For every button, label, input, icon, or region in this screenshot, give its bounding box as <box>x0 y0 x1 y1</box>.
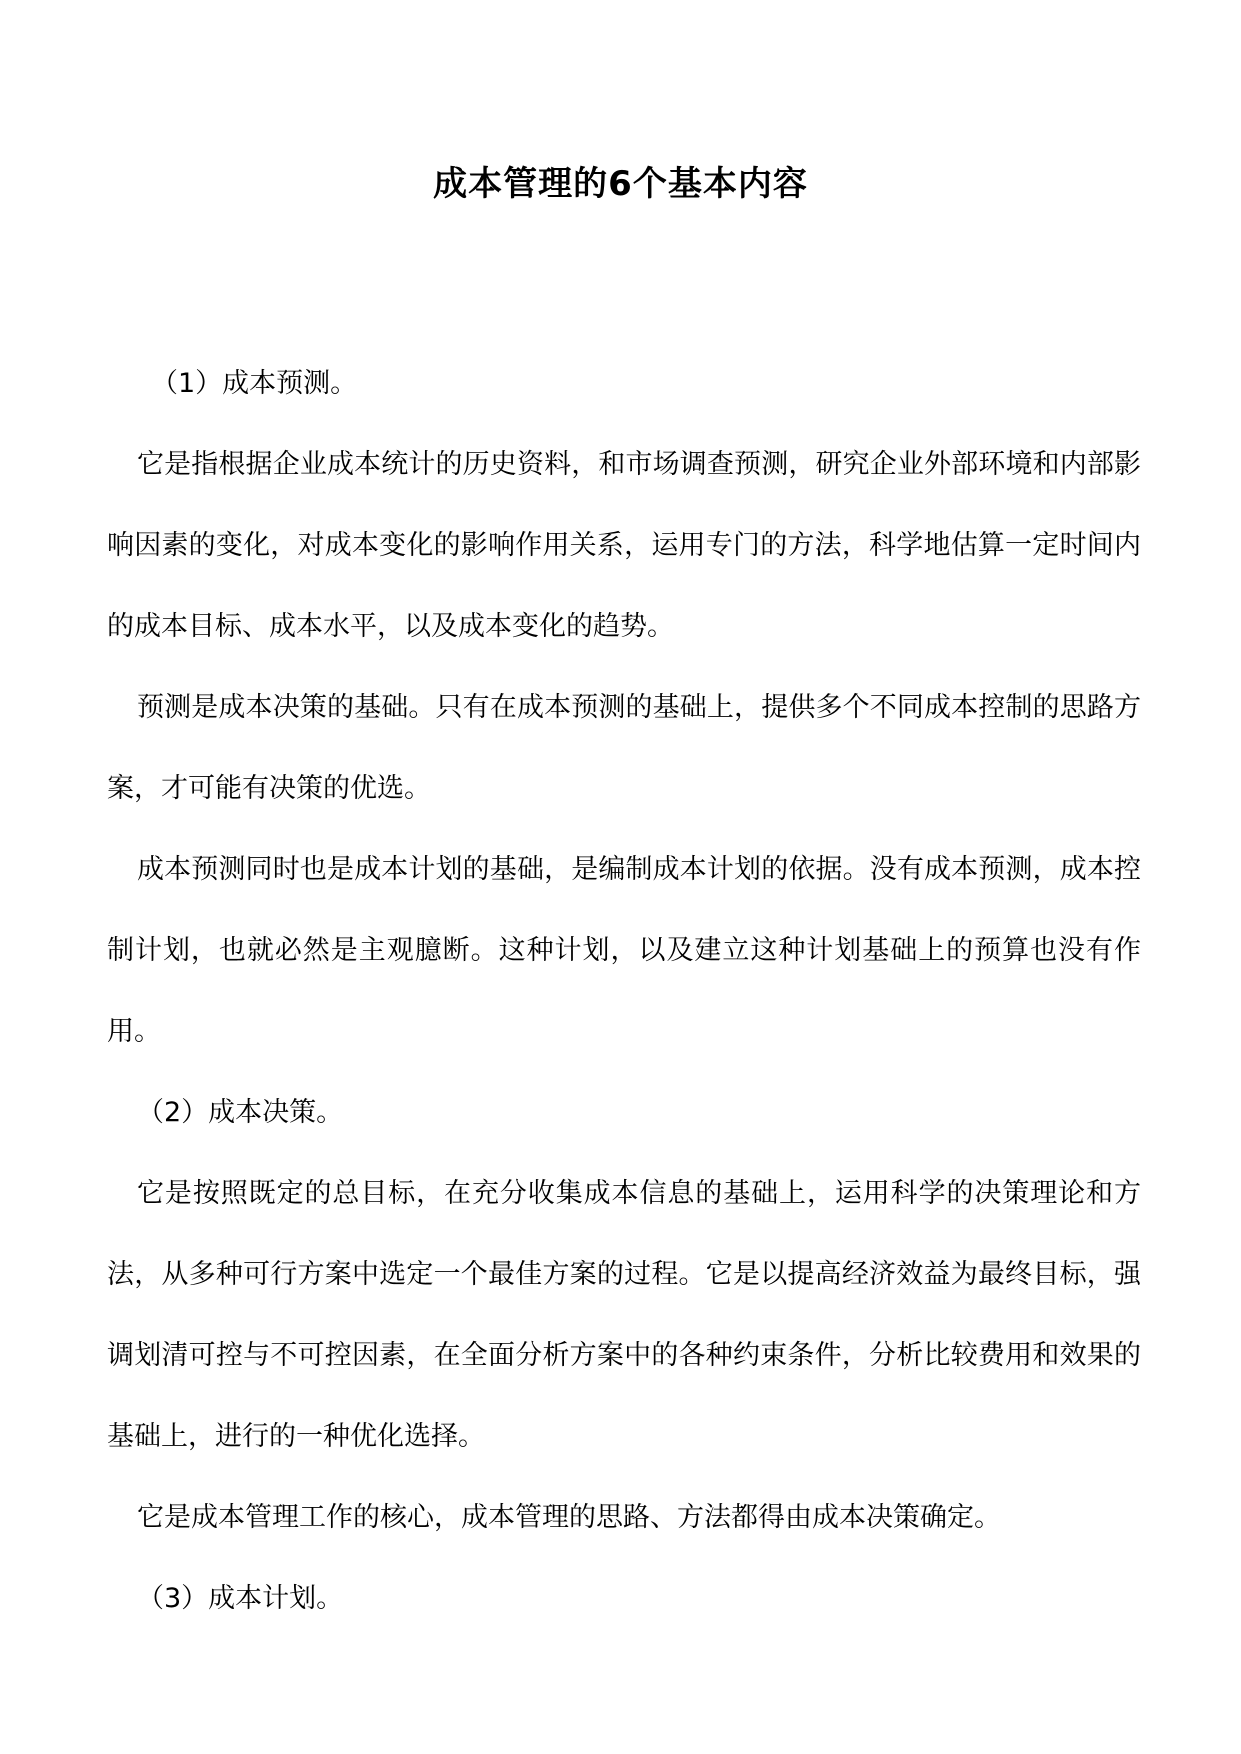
paragraph: 它是按照既定的总目标，在充分收集成本信息的基础上，运用科学的决策理论和方法，从多种可行方案中选定一个最佳方案的过程。它是以提高经济效益为最终目标，强调划清可控与不可控因素，在全面分析方案中的各种约束条件，分析比较费用和效果的基础上，进行的一种优化选择。 <box>107 1178 1141 1452</box>
section-heading-cost-decision: （2）成本决策。 <box>137 1097 344 1128</box>
paragraph: 它是成本管理工作的核心，成本管理的思路、方法都得由成本决策确定。 <box>137 1502 1001 1533</box>
section-heading-cost-forecast: （1）成本预测。 <box>151 368 358 399</box>
document-body <box>107 343 1141 1639</box>
paragraph: 它是指根据企业成本统计的历史资料，和市场调查预测，研究企业外部环境和内部影响因素的变化，对成本变化的影响作用关系，运用专门的方法，科学地估算一定时间内的成本目标、成本水平，以及成本变化的趋势。 <box>107 449 1141 642</box>
paragraph: 预测是成本决策的基础。只有在成本预测的基础上，提供多个不同成本控制的思路方案，才可能有决策的优选。 <box>107 692 1141 804</box>
section-heading-cost-plan: （3）成本计划。 <box>137 1583 344 1614</box>
document-title: 成本管理的6个基本内容 <box>433 164 808 204</box>
paragraph: 成本预测同时也是成本计划的基础，是编制成本计划的依据。没有成本预测，成本控制计划，也就必然是主观臆断。这种计划，以及建立这种计划基础上的预算也没有作用。 <box>107 854 1141 1047</box>
